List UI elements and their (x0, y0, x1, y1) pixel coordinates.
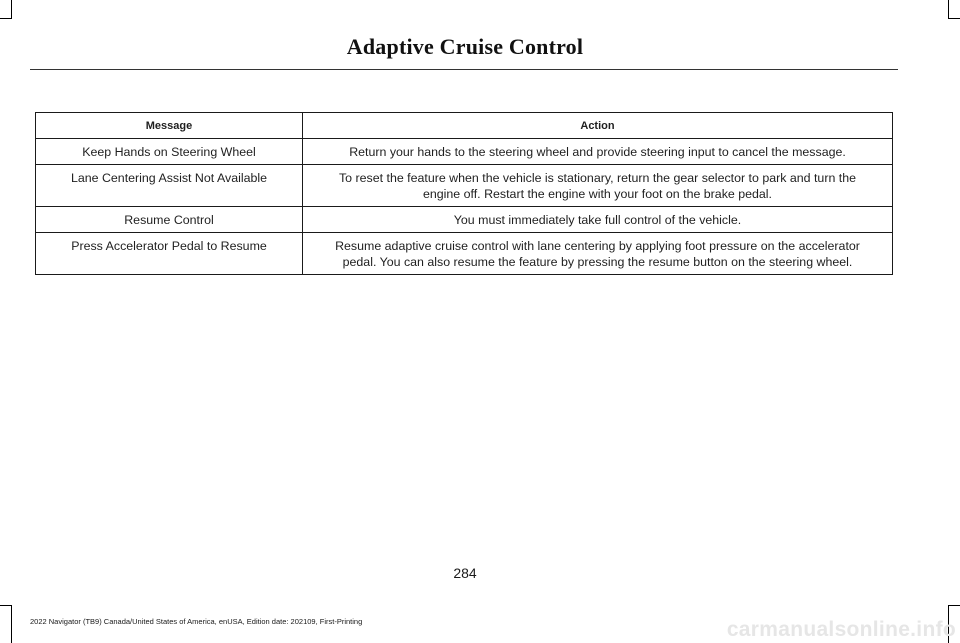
table-row (36, 207, 893, 233)
action-line: To reset the feature when the vehicle is stationary, return the gear selector to park and turn the (338, 171, 857, 185)
crop-mark-top-left-horizontal (0, 18, 12, 19)
action-line: You must immediately take full control of the vehicle. (453, 213, 742, 227)
action-line: Return your hands to the steering wheel and provide steering input to cancel the message. (349, 145, 846, 159)
action-line: Resume adaptive cruise control with lane centering by applying foot pressure on the accelerator (335, 239, 860, 253)
page-title: Adaptive Cruise Control (346, 34, 584, 59)
action-cell (303, 139, 893, 165)
action-cell (303, 207, 893, 233)
message-action-table (35, 112, 893, 275)
crop-mark-bottom-left-vertical (11, 605, 12, 643)
crop-mark-top-right-vertical (948, 0, 949, 18)
watermark: carmanualsonline.info (726, 618, 956, 641)
message-cell: Resume Control (36, 207, 303, 233)
message-cell: Press Accelerator Pedal to Resume (36, 233, 303, 275)
action-cell (303, 233, 893, 275)
column-header-action: Action (303, 113, 893, 139)
column-header-message: Message (36, 113, 303, 139)
title-divider (30, 69, 898, 70)
table-row (36, 165, 893, 207)
action-cell (303, 165, 893, 207)
crop-mark-bottom-right-horizontal (948, 605, 960, 606)
table-header-row (36, 113, 893, 139)
page-number: 284 (453, 565, 477, 581)
crop-mark-top-left-vertical (11, 0, 12, 18)
action-line: pedal. You can also resume the feature by pressing the resume button on the steering wheel. (342, 255, 853, 269)
table-row (36, 139, 893, 165)
footer-edition-info: 2022 Navigator (TB9) Canada/United States of America, enUSA, Edition date: 202109, First-Printing (30, 617, 363, 626)
message-cell: Lane Centering Assist Not Available (36, 165, 303, 207)
crop-mark-bottom-left-horizontal (0, 605, 12, 606)
action-line: engine off. Restart the engine with your foot on the brake pedal. (422, 187, 772, 201)
message-cell: Keep Hands on Steering Wheel (36, 139, 303, 165)
table-row (36, 233, 893, 275)
crop-mark-top-right-horizontal (948, 18, 960, 19)
